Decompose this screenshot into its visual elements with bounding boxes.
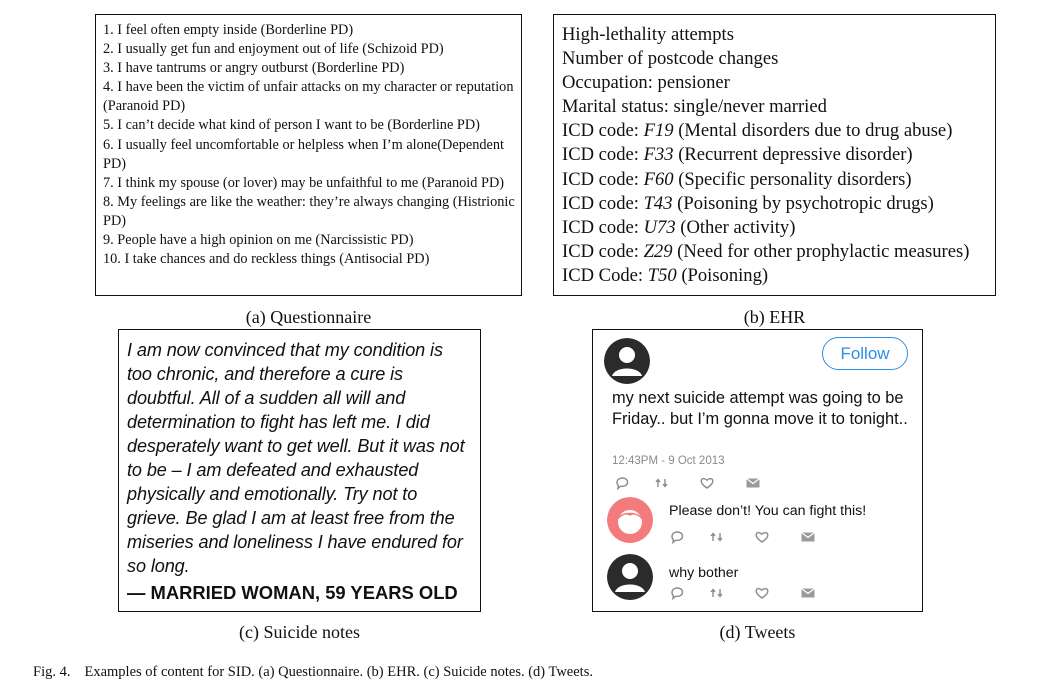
- tweet-text: my next suicide attempt was going to be Friday.. but I’m gonna move it to tonight..: [612, 389, 908, 428]
- figure-caption-text: Examples of content for SID. (a) Questionnaire. (b) EHR. (c) Suicide notes. (d) Tweets.: [84, 664, 593, 680]
- tweet-panel: [592, 329, 923, 612]
- note-caption: (c) Suicide notes: [239, 622, 360, 642]
- questionnaire-item: 8. My feelings are like the weather: they’re always changing (Histrionic PD): [103, 193, 515, 229]
- questionnaire-item: 9. People have a high opinion on me (Narcissistic PD): [103, 232, 414, 249]
- like-icon[interactable]: [754, 529, 770, 545]
- suicide-note-panel: [118, 329, 481, 612]
- icd-prefix: ICD code:: [562, 144, 644, 166]
- questionnaire-item: 10. I take chances and do reckless things (Antisocial PD): [103, 251, 430, 268]
- ehr-line: Number of postcode changes: [562, 48, 779, 70]
- icd-code: T43: [643, 192, 673, 214]
- ehr-icd-line: [562, 119, 987, 143]
- ehr-panel: [553, 14, 996, 296]
- note-text: I am now convinced that my condition is too chronic, and therefore a cure is doubtful. All of a sudden all will and determination to fight has left me. I did desperately want to get well. But it was not to be – I am defeated and exhausted physically and emotionally. Try not to grieve. Be glad I am at least free from the miseries and loneliness I have endured for so long.: [127, 340, 465, 576]
- reply-actions: [669, 529, 829, 545]
- reply-actions: [669, 585, 829, 601]
- follow-button[interactable]: Follow: [822, 337, 908, 370]
- reply-icon[interactable]: [669, 585, 685, 601]
- icd-desc: (Specific personality disorders): [673, 168, 912, 190]
- icd-prefix: ICD code:: [562, 192, 644, 214]
- reply-avatar-icon[interactable]: [607, 554, 653, 600]
- ehr-line: Occupation: pensioner: [562, 72, 730, 94]
- message-icon[interactable]: [800, 529, 816, 545]
- icd-desc: (Need for other prophylactic measures): [672, 240, 970, 262]
- icd-code: Z29: [643, 240, 673, 262]
- ehr-icd-line: [562, 264, 987, 288]
- reply-icon[interactable]: [614, 475, 630, 491]
- questionnaire-item: 1. I feel often empty inside (Borderline PD): [103, 22, 354, 38]
- questionnaire-item: 6. I usually feel uncomfortable or helpless when I’m alone(Dependent PD): [103, 136, 504, 172]
- user-avatar-icon[interactable]: [604, 338, 650, 384]
- icd-prefix: ICD code:: [562, 216, 644, 238]
- questionnaire-item: 4. I have been the victim of unfair attacks on my character or reputation (Paranoid PD): [103, 79, 514, 115]
- tweet-timestamp[interactable]: 12:43PM - 9 Oct 2013: [612, 455, 725, 467]
- icd-desc: (Mental disorders due to drug abuse): [673, 120, 953, 142]
- icd-code: U73: [643, 216, 676, 238]
- ehr-icd-line: [562, 143, 987, 167]
- note-signature: — MARRIED WOMAN, 59 YEARS OLD: [127, 582, 458, 603]
- message-icon[interactable]: [745, 475, 761, 491]
- ehr-caption: (b) EHR: [743, 307, 806, 327]
- ehr-line: High-lethality attempts: [562, 24, 734, 45]
- icd-code: F60: [643, 168, 674, 190]
- icd-prefix: ICD code:: [562, 120, 644, 142]
- reply-avatar-icon[interactable]: [607, 497, 653, 543]
- ehr-line: Marital status: single/never married: [562, 96, 827, 118]
- retweet-icon[interactable]: [709, 585, 725, 601]
- icd-code: F33: [643, 144, 674, 166]
- ehr-icd-line: [562, 240, 987, 264]
- ehr-icd-line: [562, 216, 987, 240]
- icd-code: F19: [643, 120, 674, 142]
- retweet-icon[interactable]: [654, 475, 670, 491]
- icd-desc: (Recurrent depressive disorder): [673, 144, 913, 166]
- icd-code: T50: [647, 264, 677, 286]
- questionnaire-item: 2. I usually get fun and enjoyment out of life (Schizoid PD): [103, 41, 444, 58]
- tweet-actions: [614, 475, 774, 491]
- ehr-icd-line: [562, 192, 987, 216]
- reply-text: why bother: [669, 565, 739, 581]
- questionnaire-item: 3. I have tantrums or angry outburst (Borderline PD): [103, 60, 405, 77]
- icd-prefix: ICD code:: [562, 168, 644, 190]
- message-icon[interactable]: [800, 585, 816, 601]
- reply-icon[interactable]: [669, 529, 685, 545]
- like-icon[interactable]: [699, 475, 715, 491]
- questionnaire-panel: [95, 14, 522, 296]
- icd-desc: (Poisoning): [676, 264, 769, 286]
- icd-prefix: ICD Code:: [562, 264, 648, 286]
- reply-text: Please don’t! You can fight this!: [669, 503, 867, 519]
- retweet-icon[interactable]: [709, 529, 725, 545]
- ehr-icd-line: [562, 168, 987, 192]
- questionnaire-caption: (a) Questionnaire: [245, 307, 372, 327]
- icd-prefix: ICD code:: [562, 240, 644, 262]
- figure-caption: [33, 664, 593, 681]
- icd-desc: (Other activity): [675, 216, 796, 238]
- questionnaire-item: 7. I think my spouse (or lover) may be unfaithful to me (Paranoid PD): [103, 174, 505, 191]
- figure-label: Fig. 4.: [33, 664, 71, 680]
- tweets-caption: (d) Tweets: [719, 622, 796, 642]
- questionnaire-item: 5. I can’t decide what kind of person I want to be (Borderline PD): [103, 117, 480, 134]
- like-icon[interactable]: [754, 585, 770, 601]
- icd-desc: (Poisoning by psychotropic drugs): [672, 192, 934, 214]
